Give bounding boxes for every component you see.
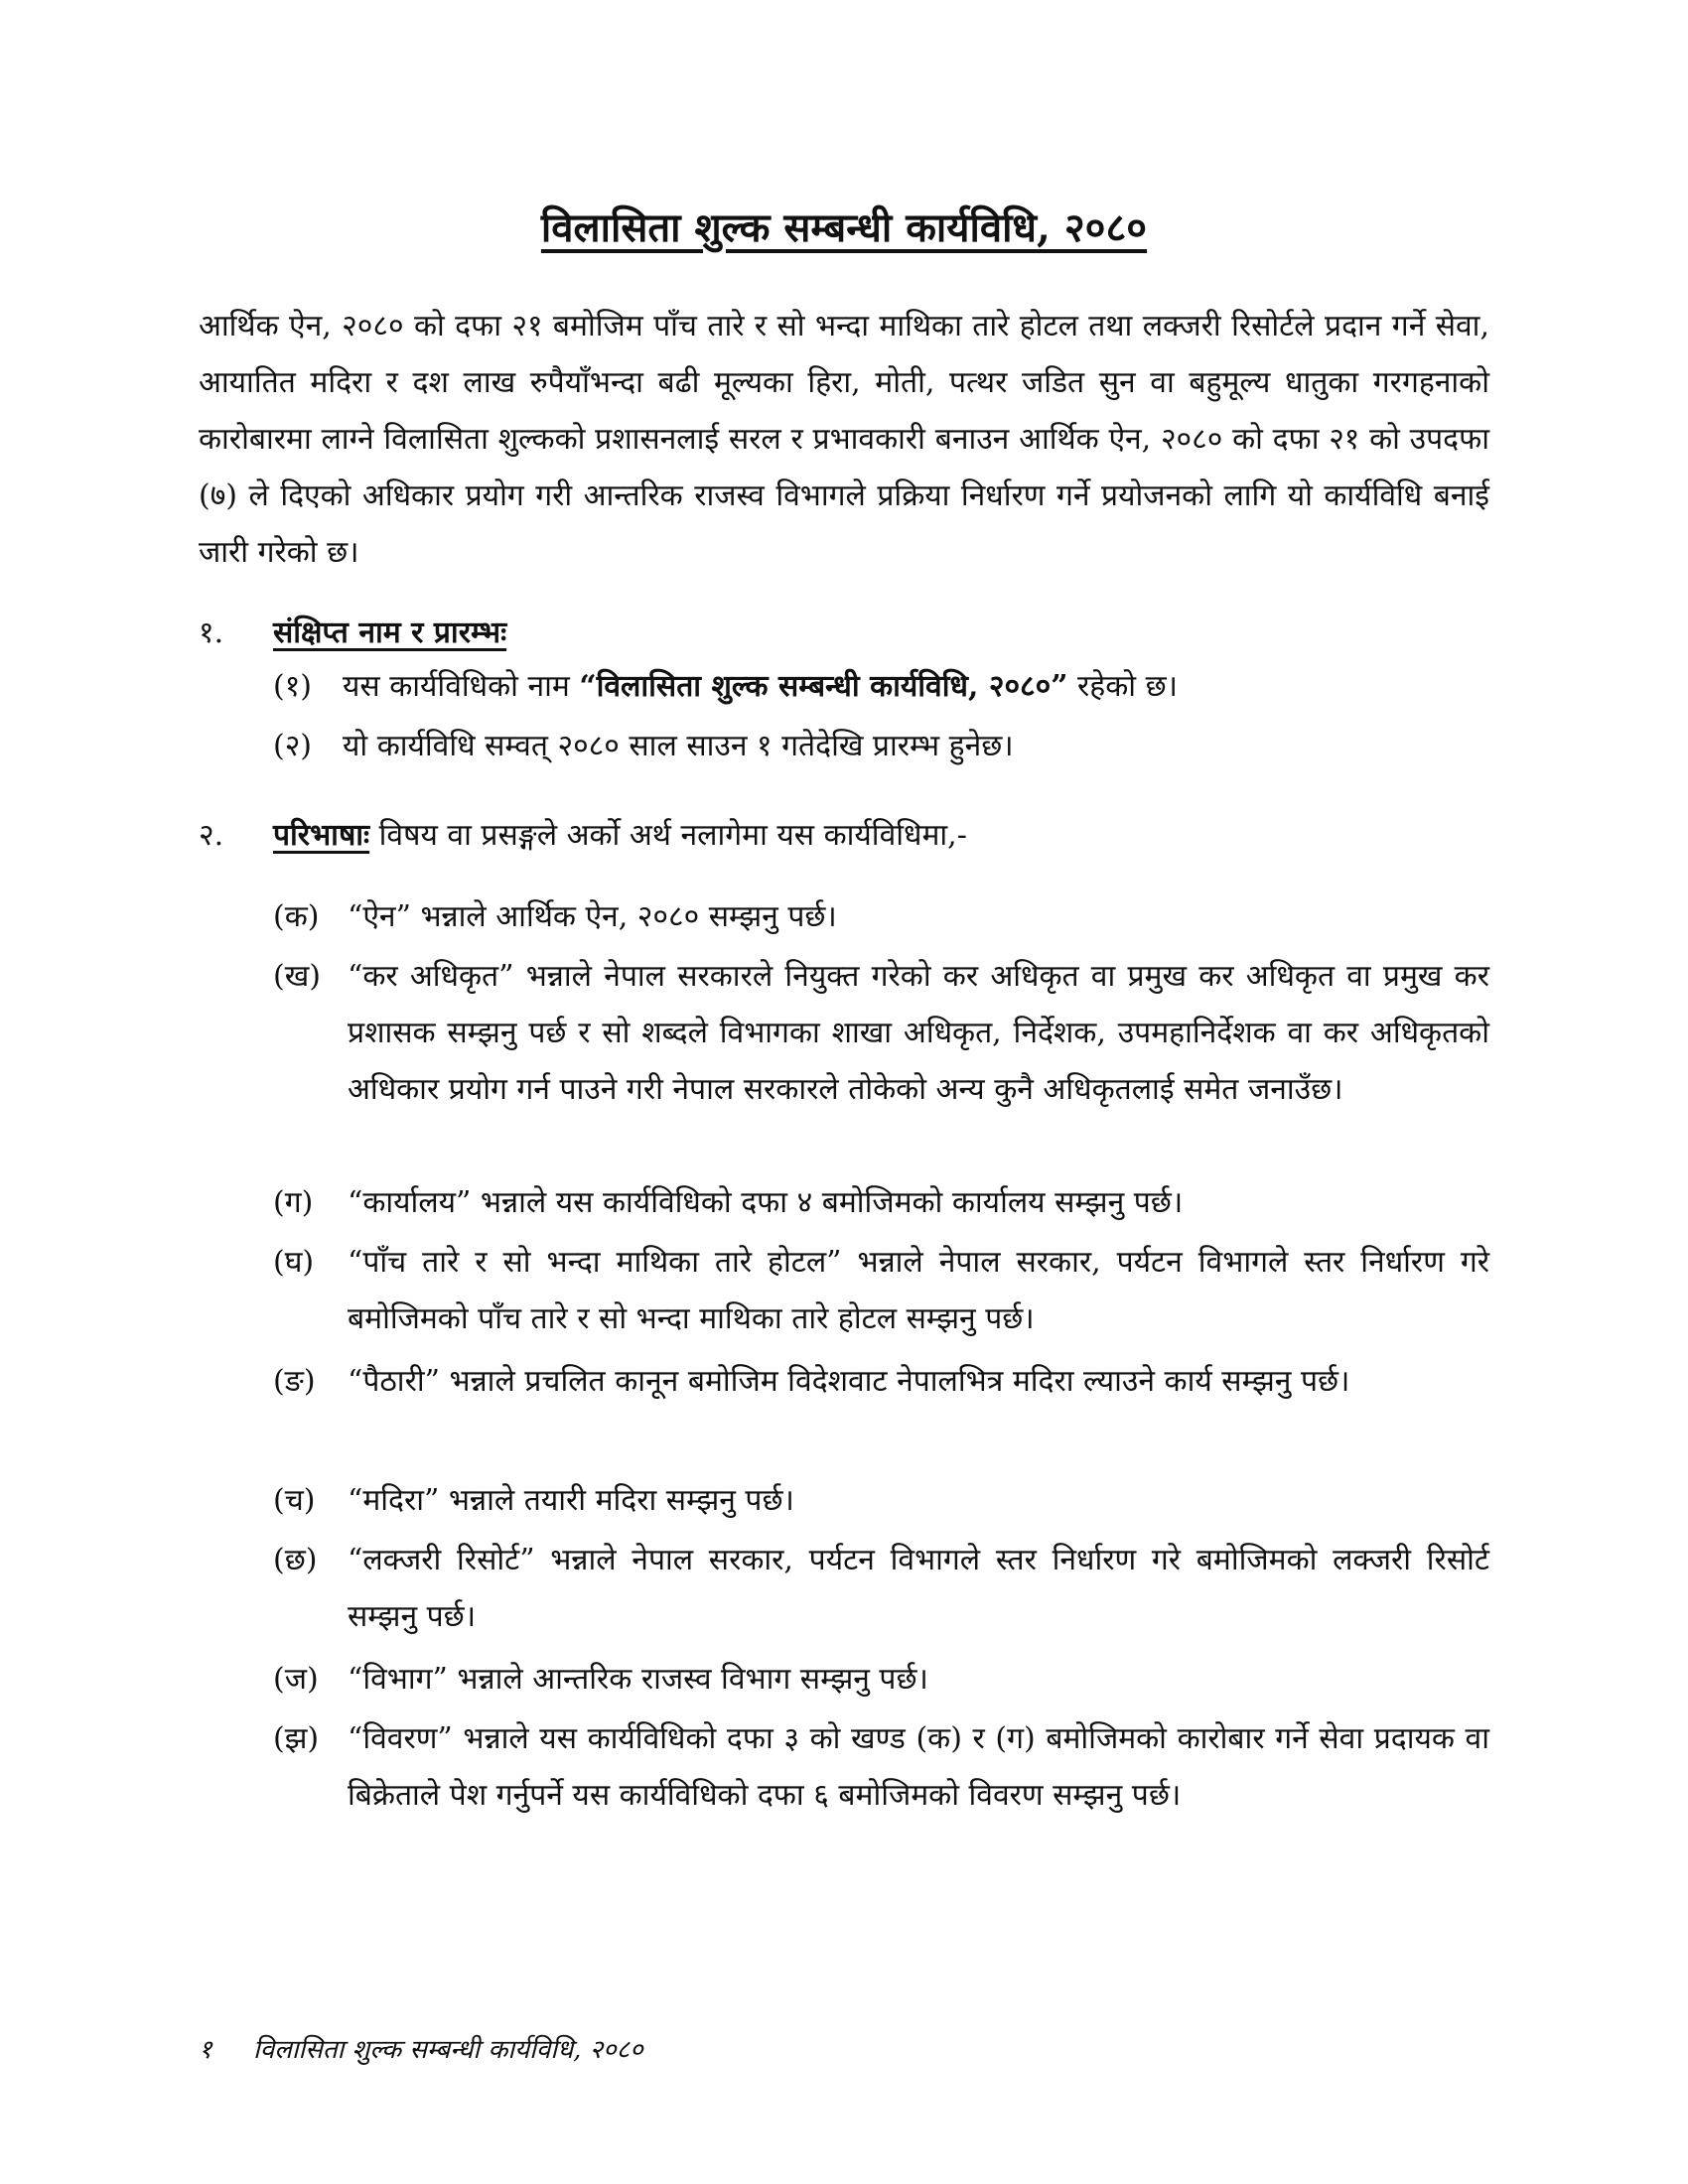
section-1-clause-2 — [273, 727, 1489, 766]
clause-label: (१) — [273, 669, 313, 704]
section-number: २. — [199, 818, 224, 853]
clause-text-bold: “विलासिता शुल्क सम्बन्धी कार्यविधि, २०८०” — [579, 669, 1068, 704]
document-title-text: विलासिता शुल्क सम्बन्धी कार्यविधि, २०८० — [540, 205, 1148, 251]
definition-text: “कार्यालय” भन्नाले यस कार्यविधिको दफा ४ बमोजिमको कार्यालय सम्झनु पर्छ। — [348, 1185, 1184, 1220]
document-title — [0, 199, 1688, 253]
clause-text-pre: यस कार्यविधिको नाम — [343, 669, 580, 704]
section-2-heading — [199, 816, 1489, 856]
definition-item — [273, 888, 1489, 945]
definition-text: “कर अधिकृत” भन्नाले नेपाल सरकारले नियुक्त गरेको कर अधिकृत वा प्रमुख कर अधिकृत वा प्रमुख कर प्रशासक सम्झनु पर्छ र सो शब्दले विभागका शाखा अधिकृत, निर्देशक, उपमहानिर्देशक वा कर अधिकृतको अधिकार प्रयोग गर्न पाउने गरी नेपाल सरकारले तोकेको अन्य कुनै अधिकृतलाई समेत जनाउँछ। — [348, 959, 1489, 1107]
page-footer — [199, 2030, 643, 2066]
definition-label: (ज) — [273, 1662, 319, 1697]
section-1-heading — [199, 614, 1489, 653]
section-number: १. — [199, 615, 224, 650]
section-title: परिभाषाः — [273, 818, 370, 853]
definition-item — [273, 948, 1489, 1118]
definition-item — [273, 1234, 1489, 1347]
definition-item — [273, 1174, 1489, 1231]
definition-text: “पैठारी” भन्नाले प्रचलित कानून बमोजिम विदेशवाट नेपालभित्र मदिरा ल्याउने कार्य सम्झनु पर्छ। — [348, 1364, 1350, 1399]
footer-title: विलासिता शुल्क सम्बन्धी कार्यविधि, २०८० — [253, 2035, 643, 2065]
clause-text-post: रहेको छ। — [1067, 669, 1178, 704]
definition-item — [273, 1532, 1489, 1645]
definition-text: “विवरण” भन्नाले यस कार्यविधिको दफा ३ को खण्ड (क) र (ग) बमोजिमको कारोबार गर्ने सेवा प्रदायक वा बिक्रेताले पेश गर्नुपर्ने यस कार्यविधिको दफा ६ बमोजिमको विवरण सम्झनु पर्छ। — [348, 1721, 1489, 1813]
section-1-clause-1 — [273, 667, 1489, 707]
definition-label: (घ) — [273, 1245, 315, 1280]
intro-paragraph: आर्थिक ऐन, २०८० को दफा २१ बमोजिम पाँच तारे र सो भन्दा माथिका तारे होटल तथा लक्जरी रिसोर्टले प्रदान गर्ने सेवा, आयातित मदिरा र दश लाख रुपैयाँभन्दा बढी मूल्यका हिरा, मोती, पत्थर जडित सुन वा बहुमूल्य धातुका गरगहनाको कारोबारमा लाग्ने विलासिता शुल्कको प्रशासनलाई सरल र प्रभावकारी बनाउन आर्थिक ऐन, २०८० को दफा २१ को उपदफा (७) ले दिएको अधिकार प्रयोग गरी आन्तरिक राजस्व विभागले प्रक्रिया निर्धारण गर्ने प्रयोजनको लागि यो कार्यविधि बनाई जारी गरेको छ। — [199, 309, 1489, 570]
definition-label: (ङ) — [273, 1364, 316, 1399]
definition-text: “विभाग” भन्नाले आन्तरिक राजस्व विभाग सम्झनु पर्छ। — [348, 1662, 928, 1697]
definition-item — [273, 1353, 1489, 1410]
definition-label: (छ) — [273, 1543, 318, 1577]
definition-item — [273, 1710, 1489, 1824]
definition-text: “लक्जरी रिसोर्ट” भन्नाले नेपाल सरकार, पर्यटन विभागले स्तर निर्धारण गरे बमोजिमको लक्जरी रिसोर्ट सम्झनु पर्छ। — [348, 1543, 1489, 1634]
clause-text: यो कार्यविधि सम्वत् २०८० साल साउन १ गतेदेखि प्रारम्भ हुनेछ। — [343, 729, 1014, 763]
definition-label: (च) — [273, 1483, 316, 1518]
definition-text: “ऐन” भन्नाले आर्थिक ऐन, २०८० सम्झनु पर्छ। — [348, 899, 837, 934]
definition-text: “मदिरा” भन्नाले तयारी मदिरा सम्झनु पर्छ। — [348, 1483, 794, 1518]
section-title: संक्षिप्त नाम र प्रारम्भः — [273, 615, 507, 650]
definition-label: (ग) — [273, 1185, 314, 1220]
page-number: १ — [199, 2035, 212, 2065]
clause-label: (२) — [273, 729, 313, 763]
definition-item — [273, 1472, 1489, 1529]
section-lead-text: विषय वा प्रसङ्गले अर्को अर्थ नलागेमा यस कार्यविधिमा,- — [369, 818, 967, 853]
definition-label: (ख) — [273, 959, 321, 994]
definition-label: (क) — [273, 899, 320, 934]
definition-text: “पाँच तारे र सो भन्दा माथिका तारे होटल” भन्नाले नेपाल सरकार, पर्यटन विभागले स्तर निर्धारण गरे बमोजिमको पाँच तारे र सो भन्दा माथिका तारे होटल सम्झनु पर्छ। — [348, 1245, 1489, 1336]
definition-item — [273, 1651, 1489, 1707]
definition-label: (झ) — [273, 1721, 320, 1756]
